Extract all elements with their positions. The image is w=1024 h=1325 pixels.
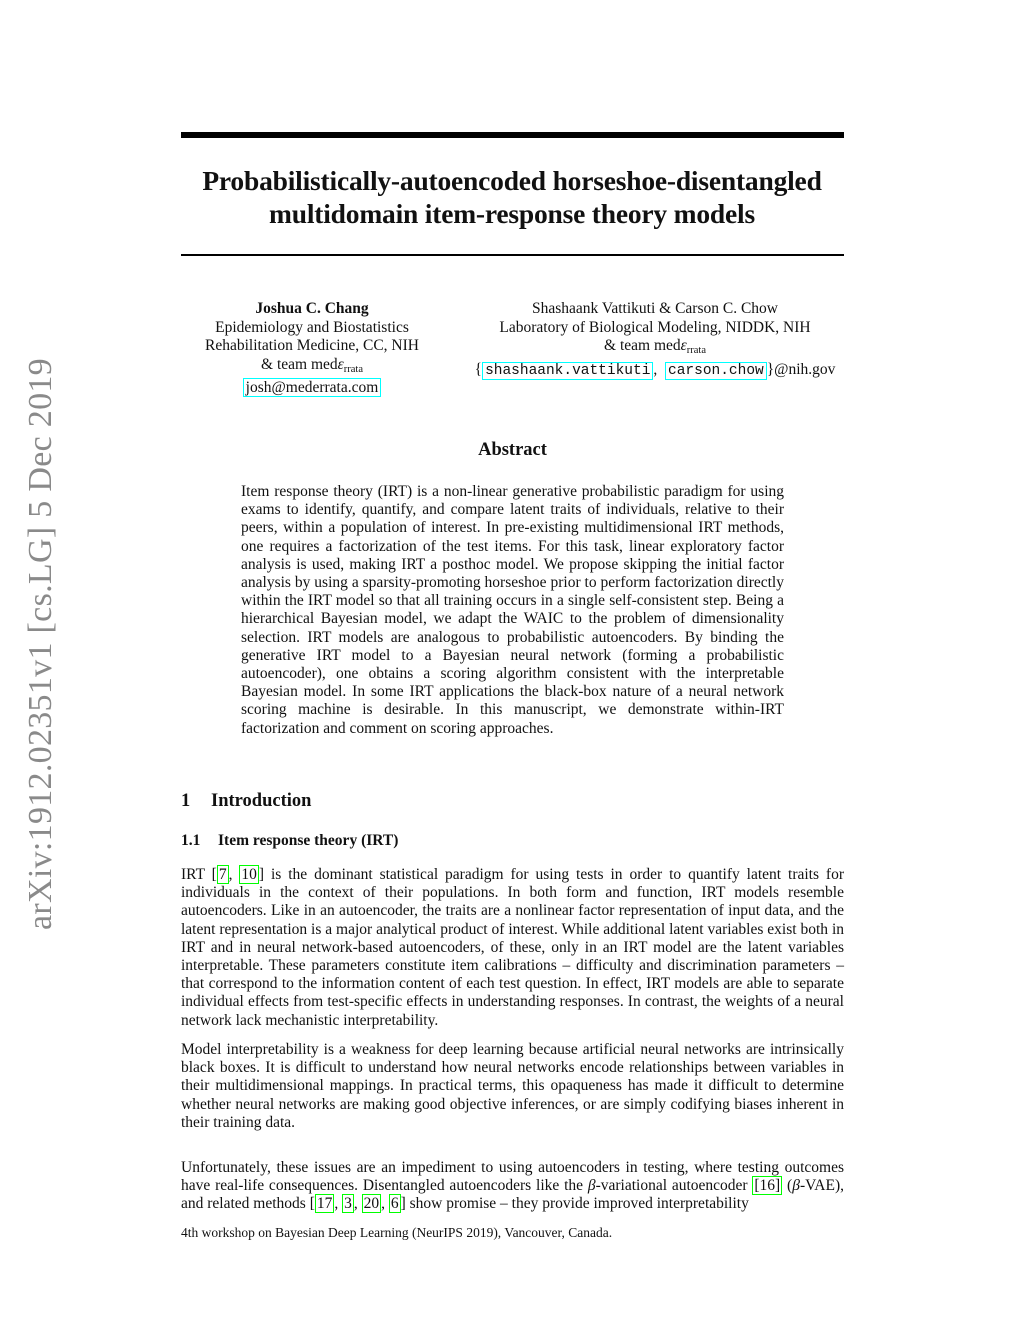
citation-link[interactable]: 7	[218, 866, 227, 883]
citation-link[interactable]: 17	[316, 1195, 333, 1213]
author-affiliation: Epidemiology and Biostatistics	[215, 318, 409, 336]
author-email-link[interactable]: josh@mederrata.com	[243, 378, 382, 397]
author-name: Shashaank Vattikuti & Carson C. Chow	[532, 300, 778, 317]
subsection-heading-irt: 1.1 Item response theory (IRT)	[181, 832, 399, 849]
abstract-text: Item response theory (IRT) is a non-linear generative probabilistic paradigm for using exams to identify, quantify, and compare latent traits of individuals, relative to their peers, within a population of interest. In pre-existing multidimensional IRT methods, one requires a factorization of the test items. For this task, linear exploratory factor analysis is used, making IRT a posthoc model. We propose skipping the initial factor analysis by using a sparsity-promoting horseshoe prior to perform factorization directly within the IRT model so that all training occurs in a single self-consistent step. Being a hierarchical Bayesian model, we adapt the WAIC to the problem of dimensionality selection. IRT models are analogous to probabilistic autoencoders. By binding the generative IRT model to a Bayesian neural network (forming a probabilistic autoencoder), one obtains a scoring algorithm consistent with the interpretable Bayesian model. In some IRT applications the black-box nature of a neural network scoring machine is desirable. In this manuscript, we demonstrate within-IRT factorization and comment on scoring approaches.	[241, 483, 784, 737]
author-block-left	[181, 300, 443, 398]
paragraph-interpretability: Model interpretability is a weakness for deep learning because artificial neural networks are intrinsically black boxes. It is difficult to understand how neural networks encode relationships between variables in their multidimensional mappings. In practical terms, this opaqueness has made it difficult to determine whether neural networks are making good objective inferences, or are simply codifying biases inherent in their training data.	[181, 1041, 844, 1131]
citation-link[interactable]: 10	[241, 866, 257, 883]
citation-link[interactable]: 6	[390, 1195, 399, 1213]
citation-link[interactable]: 3	[344, 1195, 352, 1213]
author-emails: { shashaank.vattikuti , carson.chow }@nih.gov	[474, 360, 836, 379]
citation-link[interactable]: [16]	[754, 1177, 781, 1195]
author-block-right	[455, 300, 855, 380]
venue-footnote: 4th workshop on Bayesian Deep Learning (NeurIPS 2019), Vancouver, Canada.	[181, 1225, 613, 1240]
citation-link[interactable]: 20	[363, 1195, 380, 1213]
email-link-chow[interactable]: carson.chow	[665, 362, 767, 380]
author-team: & team medε$_{rrata}$	[604, 337, 706, 356]
arxiv-stamp: arXiv:1912.02351v1 [cs.LG] 5 Dec 2019	[22, 358, 59, 930]
title-rule-bottom	[181, 254, 844, 256]
title-rule-top	[181, 132, 844, 138]
paragraph-autoencoders: Unfortunately, these issues are an impediment to using autoencoders in testing, where testing outcomes have real-life consequences. Disentangled autoencoders like the β-variational autoencoder [16] (β-VAE), and related methods [ 17 , 3 , 20 , 6 ] show promise – they provide improved interpretability	[181, 1159, 844, 1213]
author-team: & team medε$_{rrata}$	[261, 355, 363, 375]
email-link-vattikuti[interactable]: shashaank.vattikuti	[482, 362, 653, 380]
author-affiliation: Laboratory of Biological Modeling, NIDDK, NIH	[499, 318, 811, 336]
paper-title: Probabilistically-autoencoded horseshoe-disentangled multidomain item-response theory models	[202, 165, 822, 229]
author-name: Joshua C. Chang	[255, 300, 369, 317]
paragraph-irt-intro: IRT [ 7 , 10 ] is the dominant statistical paradigm for using tests in order to quantify latent traits for individuals in the context of their populations. In both form and function, IRT models resemble autoencoders. Like in an autoencoder, the traits are a nonlinear factor representation of input data, and the latent representation is a major analytical product of interest. While additional latent variables exist both in IRT and in neural network-based autoencoders, of these, only in an IRT model are the latent variables interpretable. These parameters constitute item calibrations – difficulty and discrimination parameters – that correspond to the information content of each test question. In effect, IRT models are able to separate individual effects from test-specific effects in understanding responses. In contrast, the weights of a neural network lack mechanistic interpretability.	[181, 866, 845, 1029]
abstract-heading: Abstract	[478, 440, 547, 460]
section-heading-introduction: 1 Introduction	[181, 791, 312, 811]
author-affiliation: Rehabilitation Medicine, CC, NIH	[205, 337, 419, 354]
